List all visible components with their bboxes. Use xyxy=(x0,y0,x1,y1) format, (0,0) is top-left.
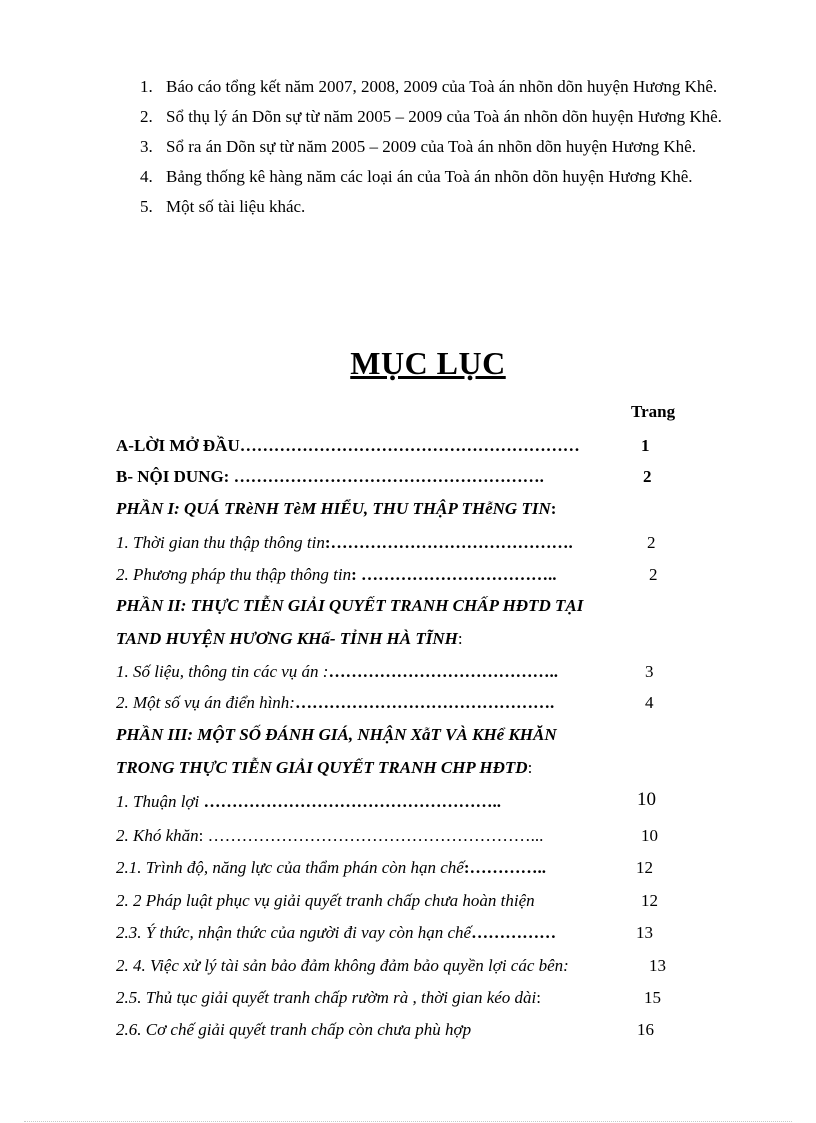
reference-number: 2. xyxy=(140,107,153,126)
toc-entry-content: B- NỘI DUNG: ………………………………………………. xyxy=(116,467,544,486)
toc-entry-part-1: PHẦN I: QUÁ TRèNH TèM HIỂU, THU THẬP THễNG TIN: xyxy=(116,499,557,518)
reference-text: Một số tài liệu khác. xyxy=(166,197,306,216)
reference-list xyxy=(136,72,740,222)
toc-page-number: 12 xyxy=(641,891,658,910)
toc-entry-1-2: 2. Phương pháp thu thập thông tin: …………………………….. xyxy=(116,565,557,584)
toc-entry-2-1: 1. Số liệu, thông tin các vụ án :………………………………….. xyxy=(116,662,558,681)
toc-page-number: 15 xyxy=(644,988,661,1007)
toc-entry-3-2-4: 2. 4. Việc xử lý tài sản bảo đảm không đảm bảo quyền lợi các bên: xyxy=(116,956,569,975)
toc-entry-part-3-cont: TRONG THỰC TIỄN GIẢI QUYẾT TRANH CHP HĐTD: xyxy=(116,758,533,777)
toc-page-number: 12 xyxy=(636,858,653,877)
reference-item xyxy=(136,162,740,192)
toc-page-number: 1 xyxy=(641,436,650,455)
toc-page-number: 13 xyxy=(649,956,666,975)
page-edge-divider xyxy=(24,1121,792,1122)
reference-number: 5. xyxy=(140,197,153,216)
toc-entry-intro: A-LỜI MỞ ĐẦU…………………………………………………… xyxy=(116,436,580,455)
reference-number: 3. xyxy=(140,137,153,156)
toc-page-number: 10 xyxy=(641,826,658,845)
reference-text: Báo cáo tổng kết năm 2007, 2008, 2009 của Toà án nhõn dõn huyện Hương Khê. xyxy=(166,77,718,96)
reference-item xyxy=(136,132,740,162)
toc-page-number: 10 xyxy=(637,789,656,810)
reference-number: 4. xyxy=(140,167,153,186)
reference-item xyxy=(136,192,740,222)
toc-entry-3-2-6: 2.6. Cơ chế giải quyết tranh chấp còn chưa phù hợp xyxy=(116,1020,472,1039)
toc-entry-3-2-2: 2. 2 Pháp luật phục vụ giải quyết tranh chấp chưa hoàn thiện xyxy=(116,891,535,910)
reference-number: 1. xyxy=(140,77,153,96)
reference-text: Sổ ra án Dõn sự từ năm 2005 – 2009 của Toà án nhõn dõn huyện Hương Khê. xyxy=(166,137,696,156)
toc-entry-3-2-3: 2.3. Ý thức, nhận thức của người đi vay còn hạn chế…………… xyxy=(116,923,557,942)
toc-page-number: 2 xyxy=(649,565,658,584)
reference-item xyxy=(136,102,740,132)
toc-page-number: 16 xyxy=(637,1020,654,1039)
toc-entry-part-2-cont: TAND HUYỆN HƯƠNG KHấ- TỈNH HÀ TĨNH: xyxy=(116,629,463,648)
toc-entry-part-3: PHẦN III: MỘT SỐ ĐÁNH GIÁ, NHẬN XẫT VÀ KHể KHĂN xyxy=(116,725,557,744)
toc-entry-3-2-5: 2.5. Thủ tục giải quyết tranh chấp rườm rà , thời gian kéo dài: xyxy=(116,988,542,1007)
toc-page-number: 2 xyxy=(643,467,652,486)
reference-text: Sổ thụ lý án Dõn sự từ năm 2005 – 2009 của Toà án nhõn dõn huyện Hương Khê. xyxy=(166,107,722,126)
toc-entry-3-2-1: 2.1. Trình độ, năng lực của thẩm phán còn hạn chế:………….. xyxy=(116,858,546,877)
toc-entry-3-2: 2. Khó khăn: …………………………………………………... xyxy=(116,826,544,845)
toc-entry-part-2: PHẦN II: THỰC TIỄN GIẢI QUYẾT TRANH CHẤP HĐTD TẠI xyxy=(116,596,584,615)
toc-title: MỤC LỤC xyxy=(350,345,506,381)
toc-entry-2-2: 2. Một số vụ án điển hình:………………………………………. xyxy=(116,693,555,712)
toc-entry-1-1: 1. Thời gian thu thập thông tin:……………………………………. xyxy=(116,533,573,552)
toc-page-number: 13 xyxy=(636,923,653,942)
reference-item xyxy=(136,72,740,102)
toc-page-number: 3 xyxy=(645,662,654,681)
toc-page-header: Trang xyxy=(631,402,676,421)
toc-page-number: 4 xyxy=(645,693,654,712)
toc-page-number: 2 xyxy=(647,533,656,552)
toc-entry-3-1: 1. Thuận lợi …………………………………………….. xyxy=(116,792,501,811)
reference-text: Bảng thống kê hàng năm các loại án của Toà án nhõn dõn huyện Hương Khê. xyxy=(166,167,693,186)
